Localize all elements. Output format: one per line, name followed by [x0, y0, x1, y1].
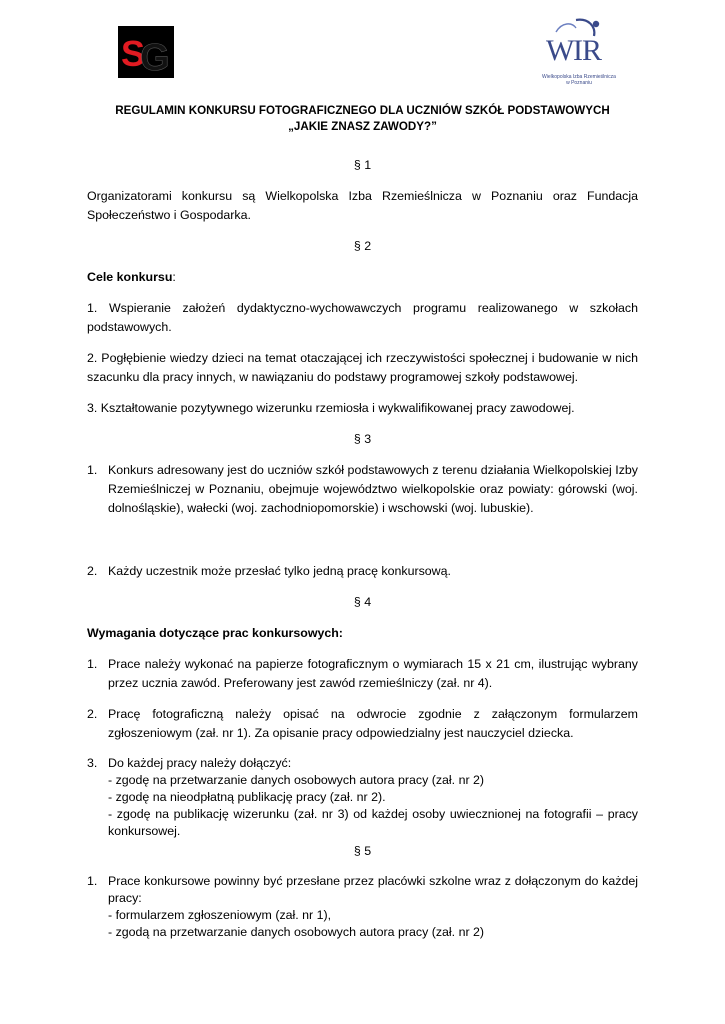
sub-item: - zgodę na publikację wizerunku (zał. nr 3) od każdej osoby uwiecznionej na fotografii – pracy konkursowej. — [108, 807, 638, 838]
section-1-text: Organizatorami konkursu są Wielkopolska Izba Rzemieślnicza w Poznaniu oraz Fundacja Społeczeństwo i Gospodarka. — [87, 189, 638, 222]
sub-item: - zgodę na nieodpłatną publikację pracy (zał. nr 2). — [108, 790, 386, 804]
goals-label-colon: : — [172, 270, 176, 284]
sg-logo — [118, 26, 174, 78]
document-title-line2: „JAKIE ZNASZ ZAWODY?” — [288, 120, 437, 133]
section-5-heading: § 5 — [353, 844, 372, 858]
svg-text:I: I — [573, 34, 583, 67]
section-4-item-1 — [87, 655, 638, 693]
document-body — [87, 103, 638, 941]
item-number: 1. — [87, 657, 98, 671]
section-1-heading: § 1 — [353, 158, 372, 172]
section-4-heading: § 4 — [353, 595, 372, 609]
section-2-label — [87, 268, 638, 287]
section-3-heading: § 3 — [353, 432, 372, 446]
section-4-item-3 — [87, 755, 638, 840]
svg-text:S: S — [121, 33, 146, 74]
goal-item-2: 2. Pogłębienie wiedzy dzieci na temat otaczającej ich rzeczywistości społecznej i budowanie w nich szacunku dla pracy innych, w nawiązaniu do podstawy programowej szkoły podstawowej. — [87, 351, 638, 384]
item-text: Każdy uczestnik może przesłać tylko jedną pracę konkursową. — [108, 564, 451, 578]
sub-item: - zgodą na przetwarzanie danych osobowych autora pracy (zał. nr 2) — [108, 925, 485, 939]
item-text: Konkurs adresowany jest do uczniów szkół podstawowych z terenu działania Wielkopolskiej Izby Rzemieślniczej w Poznaniu, obejmuje województwo wielkopolskie oraz powiaty: górowski (woj. dolnośląskie), wałecki (woj. zachodniopomorskie) i wschowski (woj. lubuskie). — [108, 463, 638, 515]
document-title-line1: REGULAMIN KONKURSU FOTOGRAFICZNEGO DLA UCZNIÓW SZKÓŁ PODSTAWOWYCH — [115, 104, 610, 117]
section-2-heading: § 2 — [353, 239, 372, 253]
section-5-item-1 — [87, 873, 638, 941]
goals-label: Cele konkursu — [87, 270, 173, 284]
sub-item: - formularzem zgłoszeniowym (zał. nr 1), — [108, 908, 332, 922]
item-text: Pracę fotograficzną należy opisać na odwrocie zgodnie z załączonym formularzem zgłoszeniowym (zał. nr 1). Za opisanie pracy odpowiedzialny jest nauczyciel dziecka. — [108, 707, 638, 740]
item-number: 1. — [87, 874, 98, 888]
svg-text:R: R — [582, 34, 603, 67]
section-4-label: Wymagania dotyczące prac konkursowych: — [87, 626, 343, 640]
wir-logo — [536, 14, 616, 94]
section-3-item-2 — [87, 562, 638, 581]
goal-item-1: 1. Wspieranie założeń dydaktyczno-wychowawczych programu realizowanego w szkołach podstawowych. — [87, 301, 638, 334]
section-4-item-2 — [87, 705, 638, 743]
sub-item: - zgodę na przetwarzanie danych osobowych autora pracy (zał. nr 2) — [108, 773, 485, 787]
wir-logo-caption: Wielkopolska Izba Rzemieślnicza w Poznaniu — [542, 74, 616, 86]
item-number: 2. — [87, 707, 98, 721]
svg-text:W: W — [546, 34, 575, 67]
goal-item-3: 3. Kształtowanie pozytywnego wizerunku rzemiosła i wykwalifikowanej pracy zawodowej. — [87, 401, 575, 415]
item-number: 1. — [87, 463, 98, 477]
item-text: Prace konkursowe powinny być przesłane przez placówki szkolne wraz z dołączonym do każdej pracy: — [108, 874, 638, 905]
svg-text:G: G — [140, 37, 170, 78]
item-number: 3. — [87, 756, 98, 770]
item-number: 2. — [87, 564, 98, 578]
item-text: Do każdej pracy należy dołączyć: — [108, 756, 292, 770]
item-text: Prace należy wykonać na papierze fotograficznym o wymiarach 15 x 21 cm, ilustrując wybrany przez ucznia zawód. Preferowany jest zawód rzemieślniczy (zał. nr 4). — [108, 657, 638, 690]
section-3-item-1 — [87, 461, 638, 518]
